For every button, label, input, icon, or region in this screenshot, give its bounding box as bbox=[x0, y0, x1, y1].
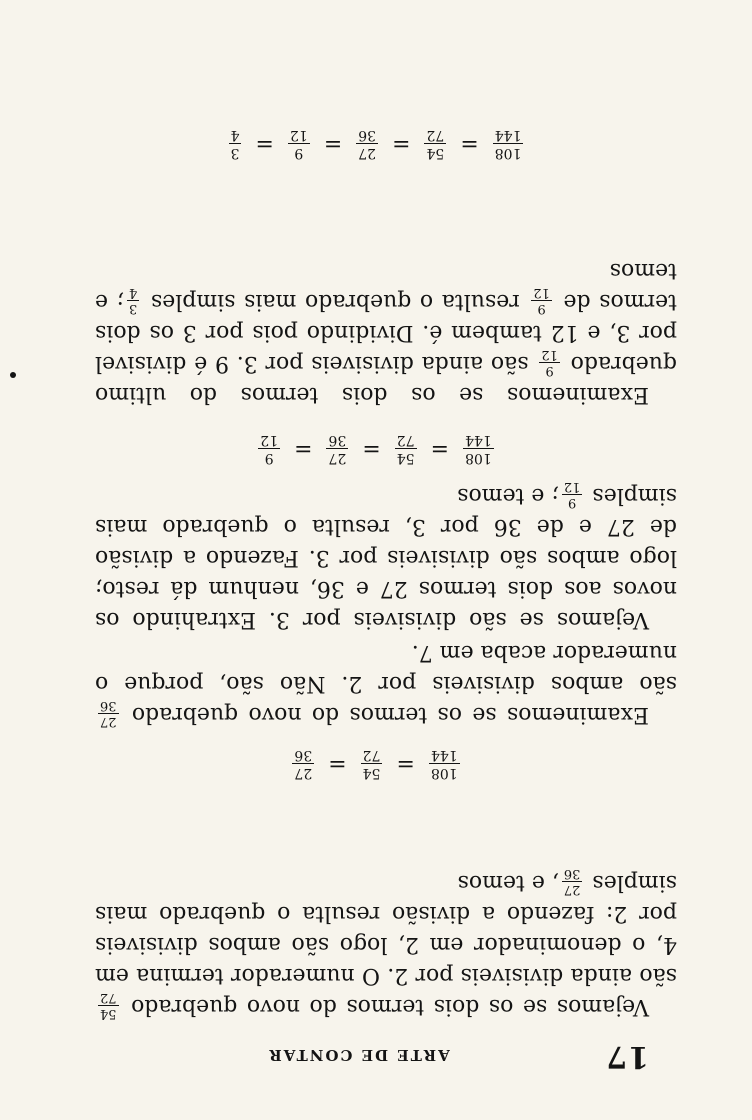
fraction-27-36: 27 36 bbox=[563, 866, 581, 898]
equation-1: 108 144 = 54 72 = 27 36 bbox=[294, 747, 458, 781]
eq3-frac: 108 144 bbox=[494, 127, 522, 161]
paragraph-2: Examinemos se os termos do novo quebrado 27 36 são ambos divisiveis por 2. Não são, porque o numerador acaba em 7. bbox=[95, 640, 677, 730]
running-header bbox=[60, 1039, 657, 1074]
eq2-frac: 9 12 bbox=[260, 432, 279, 466]
paragraph-1: Vejamos se os dois termos do novo quebrado 54 72 são ainda divisiveis por 2. O numerador termina em 4, o denominador em 2, logo são ambos divisiveis por 2: fazendo a divisão resulta o quebrado mais simples 27 36 , e temos bbox=[95, 866, 677, 1022]
running-title: ARTE DE CONTAR bbox=[267, 1046, 450, 1064]
eq3-frac: 27 36 bbox=[358, 127, 377, 161]
equation-3: 108 144 = 54 72 = 27 36 = 9 12 = 3 4 bbox=[230, 127, 522, 161]
paragraph-4: Examinemos se os dois termos do ultimo quebrado 9 12 são ainda divisiveis por 3. 9 é divisivel por 3, e 12 tambem é. Dividindo pois por 3 os dois termos de 9 12 resulta o quebrado mais simples 3 4 ; e temos bbox=[94, 258, 677, 407]
fraction-54-72: 54 72 bbox=[100, 990, 117, 1022]
eq2-frac: 54 72 bbox=[396, 432, 415, 466]
eq3-frac: 9 12 bbox=[289, 127, 308, 161]
eq3-frac: 3 4 bbox=[230, 127, 240, 161]
eq1-frac: 108 144 bbox=[430, 747, 458, 781]
eq1-frac: 27 36 bbox=[294, 747, 313, 781]
fraction-9-12: 9 12 bbox=[541, 347, 558, 379]
fraction-9-12: 9 12 bbox=[563, 479, 581, 511]
equation-2: 108 144 = 54 72 = 27 36 = 9 12 bbox=[260, 432, 492, 466]
eq3-frac: 54 72 bbox=[426, 127, 445, 161]
fraction-27-36: 27 36 bbox=[100, 698, 117, 730]
eq1-frac: 54 72 bbox=[362, 747, 381, 781]
page-number: 17 bbox=[605, 1039, 649, 1074]
eq2-frac: 27 36 bbox=[328, 432, 347, 466]
fraction-9-12: 9 12 bbox=[533, 285, 550, 317]
ink-speck bbox=[10, 372, 16, 378]
fraction-3-4: 3 4 bbox=[129, 285, 138, 317]
paragraph-3: Vejamos se são divisiveis por 3. Extrahindo os novos aos dois termos 27 e 36, nenhum dá resto; logo ambos são divisiveis por 3. Fazendo a divisão de 27 e de 36 por 3, resulta o quebrado mais simples 9 12 ; e temos bbox=[95, 479, 677, 632]
eq2-frac: 108 144 bbox=[465, 432, 492, 466]
